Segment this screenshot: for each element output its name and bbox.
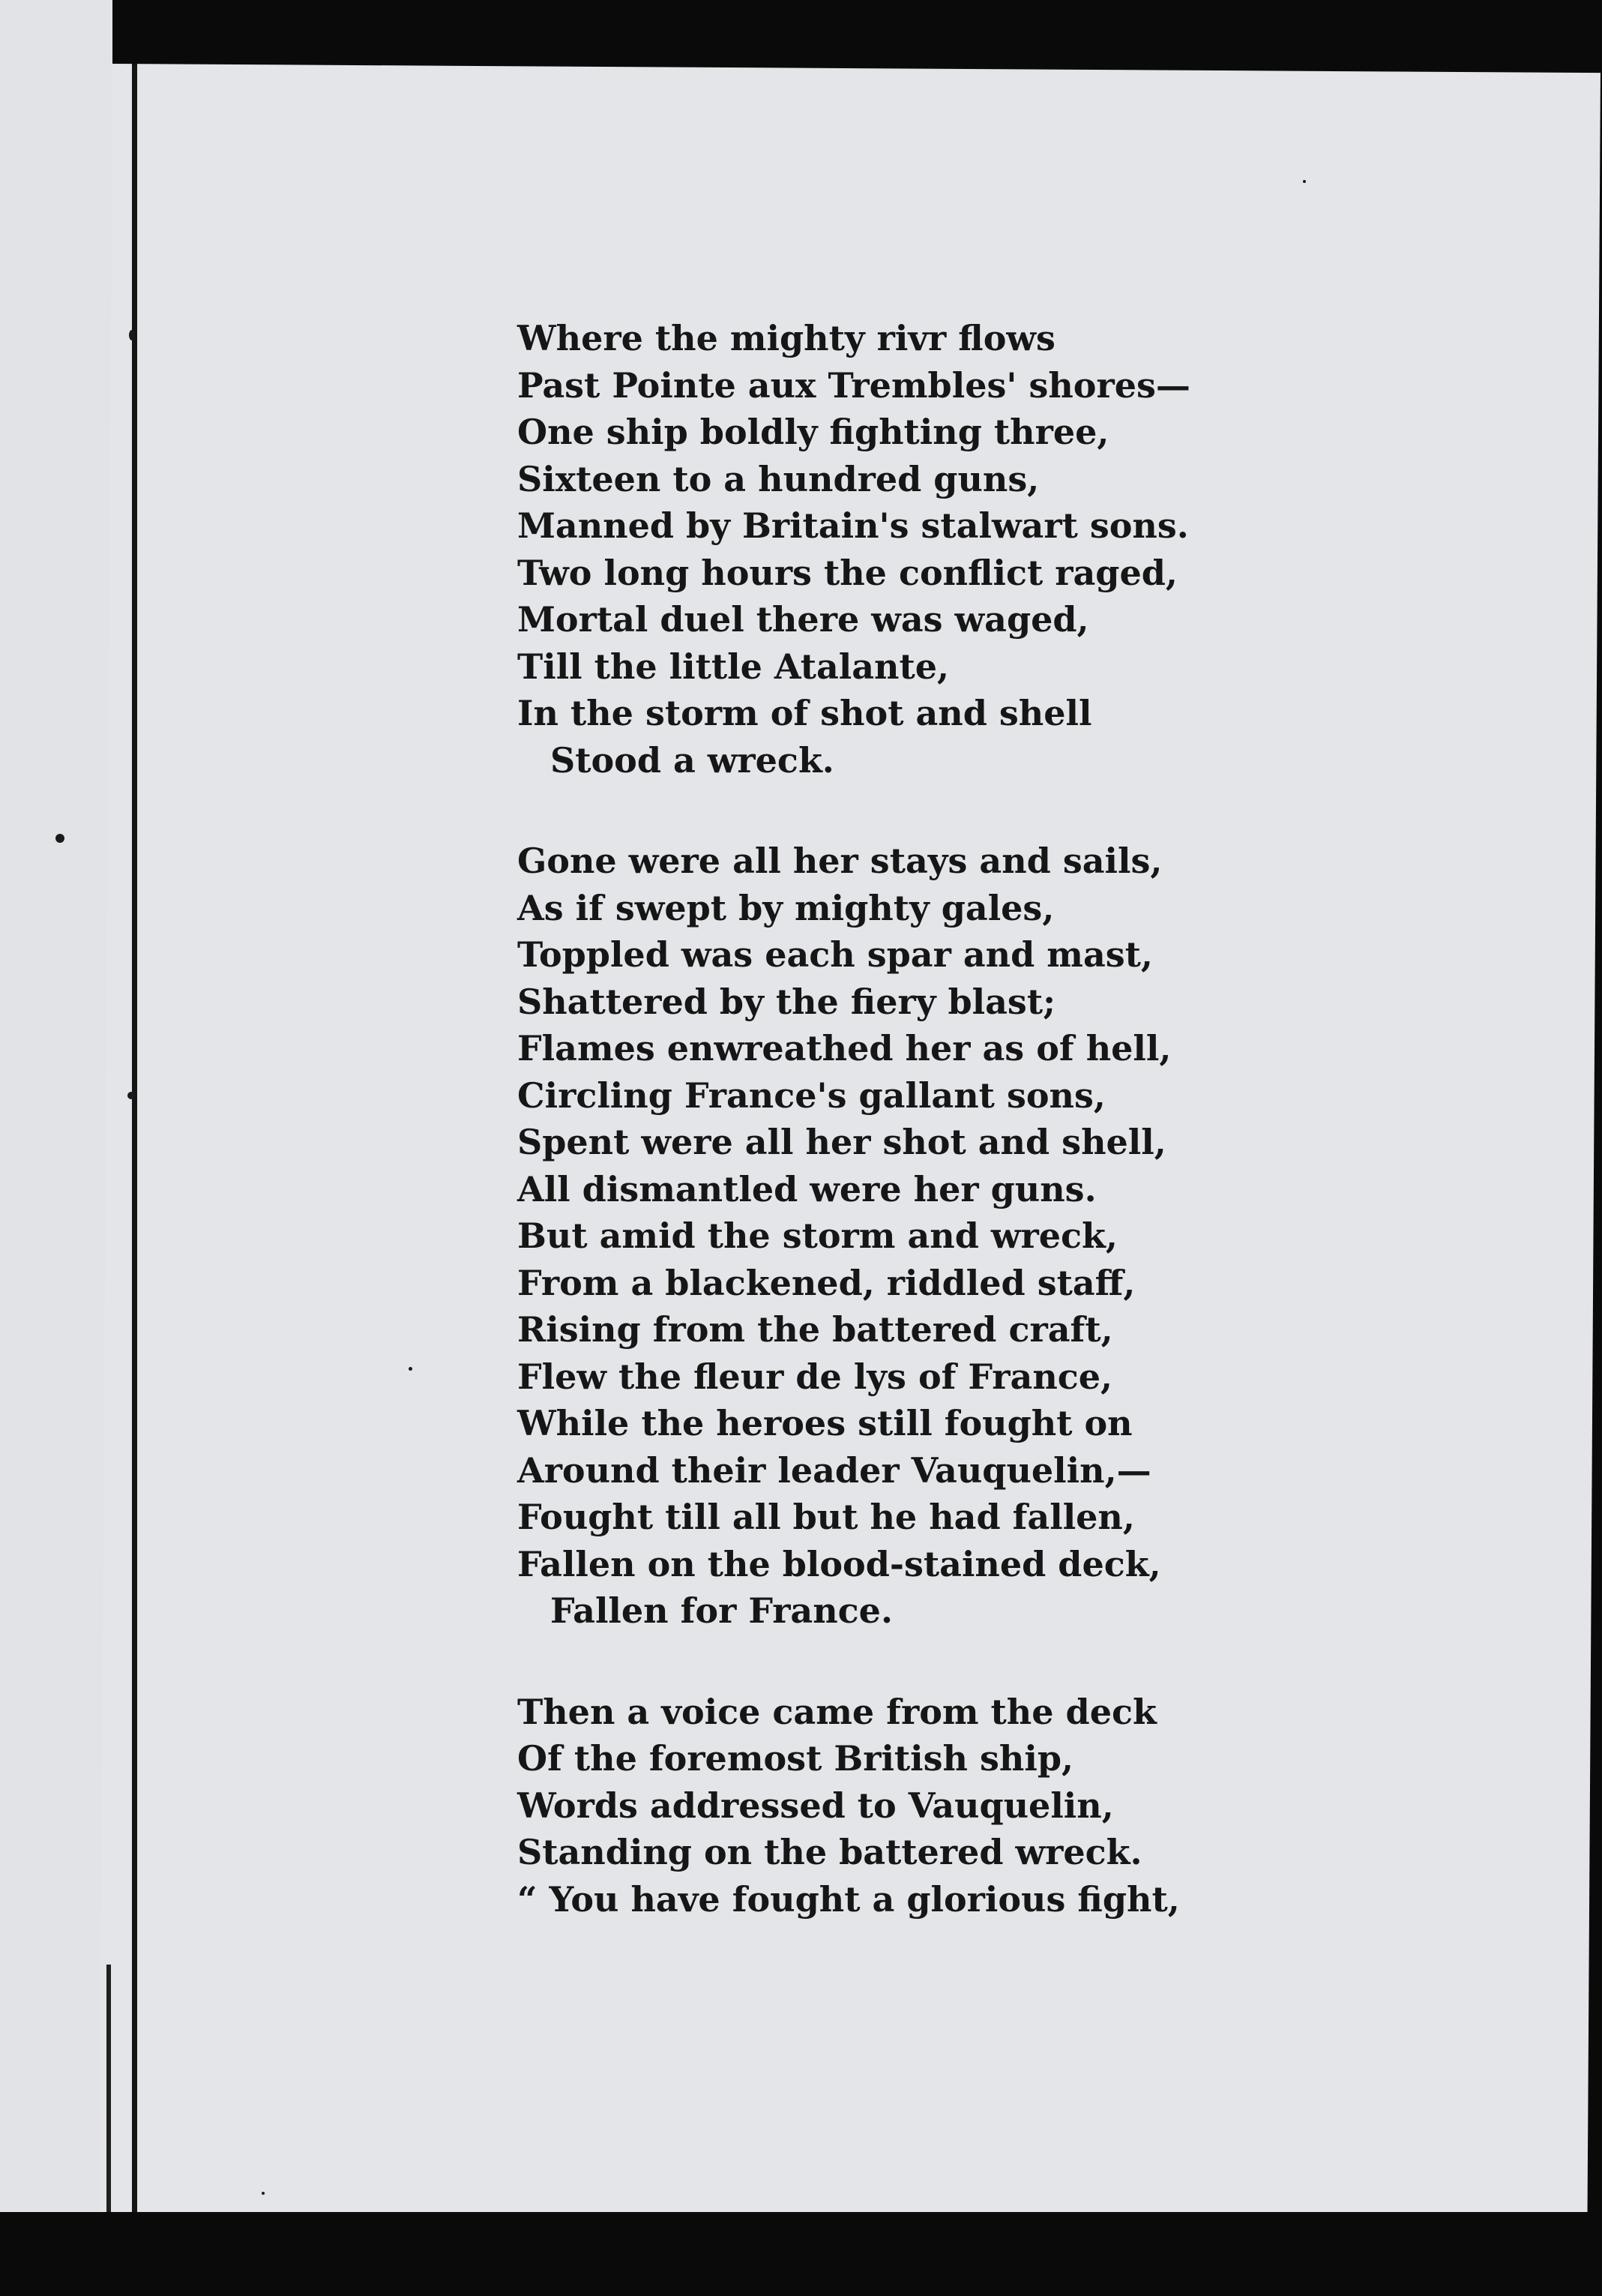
poem-line: From a blackened, riddled staff, <box>517 1262 1136 1303</box>
binding-edge-shadow <box>106 1965 111 2220</box>
poem-line: One ship boldly fighting three, <box>517 412 1109 452</box>
poem-line: Two long hours the conflict raged, <box>517 552 1178 593</box>
poem-line: Manned by Britain's stalwart sons. <box>517 505 1189 546</box>
poem-line: Sixteen to a hundred guns, <box>517 458 1040 499</box>
left-page-margin <box>0 0 112 2296</box>
scan-speck <box>129 330 135 340</box>
poem-line: Fought till all but he had fallen, <box>517 1497 1135 1537</box>
poem-line: Gone were all her stays and sails, <box>517 841 1163 881</box>
poem-line: Words addressed to Vauquelin, <box>517 1785 1114 1826</box>
poem-line: Standing on the battered wreck. <box>517 1832 1142 1872</box>
poem-line: Till the little Atalante, <box>517 646 950 687</box>
poem-line: In the storm of shot and shell <box>517 693 1092 733</box>
poem-line: Past Pointe aux Trembles' shores— <box>517 364 1190 406</box>
poem-line: Of the foremost British ship, <box>517 1738 1073 1779</box>
scan-speck <box>127 1092 135 1099</box>
poem-line-indented: Stood a wreck. <box>550 739 834 781</box>
poem-line: Flew the fleur de lys of France, <box>517 1356 1113 1397</box>
poem-line: Where the mighty riv⁠r flows <box>517 318 1056 358</box>
poem-line: Circling France's gallant sons, <box>517 1075 1106 1116</box>
poem-line: Around their leader Vauquelin,— <box>517 1449 1151 1491</box>
stanza-3 <box>517 1689 1342 1923</box>
scan-speck <box>1303 180 1306 183</box>
poem-line: Spent were all her shot and shell, <box>517 1122 1166 1162</box>
poem-line: “ You have fought a glorious fight, <box>517 1878 1180 1920</box>
poem-line: Fallen on the blood-stained deck, <box>517 1543 1161 1584</box>
poem-line: Rising from the battered craft, <box>517 1309 1113 1350</box>
poem-line: Then a voice came from the deck <box>517 1691 1157 1732</box>
poem-line: While the heroes still fought on <box>517 1403 1133 1443</box>
scan-speck <box>55 834 64 843</box>
poem-line: Shattered by the fiery blast; <box>517 981 1056 1022</box>
poem-line: Mortal duel there was waged, <box>517 599 1089 640</box>
poem-line-indented: Fallen for France. <box>550 1590 893 1631</box>
poem-line: Flames enwreathed her as of hell, <box>517 1028 1172 1069</box>
poem-line: But amid the storm and wreck, <box>517 1215 1118 1256</box>
bottom-scan-border <box>0 2212 1602 2296</box>
poem-line: Toppled was each spar and mast, <box>517 934 1153 975</box>
scan-speck <box>262 2192 265 2195</box>
scan-speck <box>409 1367 412 1371</box>
binding-edge-line <box>132 64 137 2216</box>
poem-line: All dismantled were her guns. <box>517 1168 1097 1209</box>
poem-line: As if swept by mighty gales, <box>517 887 1055 928</box>
stanza-1 <box>517 315 1342 784</box>
stanza-2 <box>517 838 1342 1635</box>
poem-text <box>517 315 1342 1977</box>
